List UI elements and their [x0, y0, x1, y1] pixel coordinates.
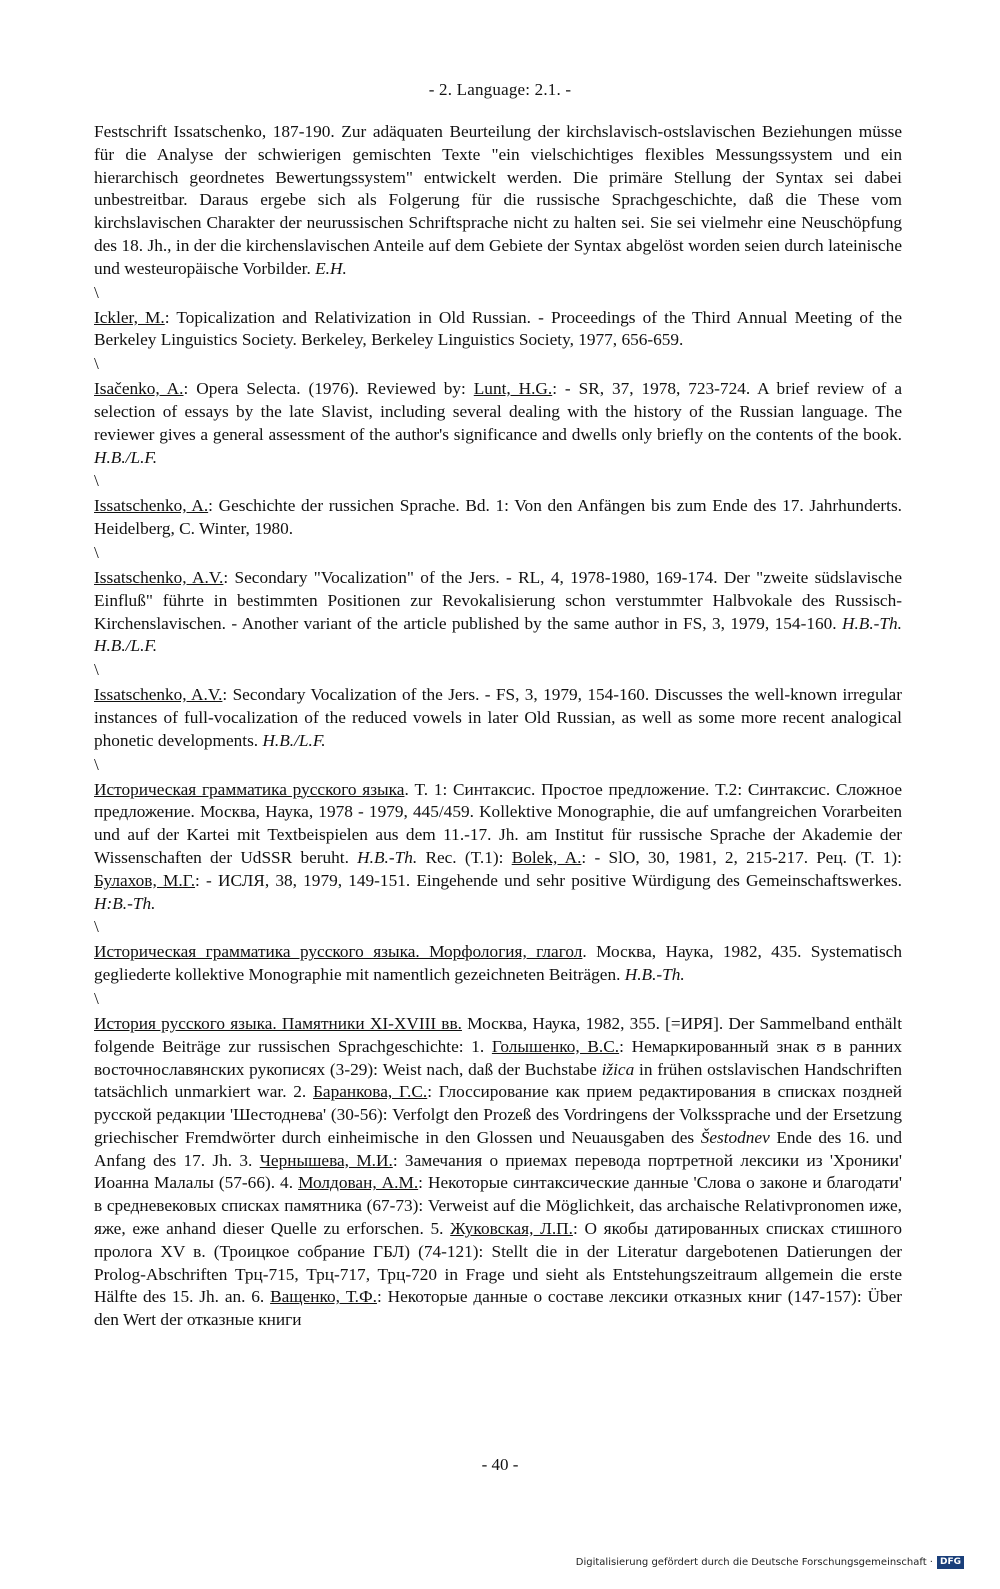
italic-text: ižica [601, 1059, 635, 1079]
author-name: Ickler, M. [94, 307, 165, 327]
author-name: Баранкова, Г.С. [313, 1082, 428, 1102]
entry-text: : Geschichte der russichen Sprache. Bd. 1: Von den Anfängen bis zum Ende des 17. Jahrhunderts. Heidelberg, C. Winter, 1980. [94, 496, 902, 539]
page-header: - 2. Language: 2.1. - [428, 80, 572, 99]
entry-separator: \ [94, 917, 99, 937]
entry-text: : Opera Selecta. (1976). Reviewed by: [183, 379, 474, 399]
author-name: Историческая грамматика русского языка. Морфология, глагол [94, 942, 583, 962]
author-name: Ващенко, Т.Ф. [270, 1287, 377, 1307]
author-name: Issatschenko, A. [94, 496, 209, 516]
bibliography-entry [94, 1013, 902, 1332]
dfg-logo: DFG [937, 1556, 964, 1569]
digitization-text: Digitalisierung gefördert durch die Deutsche Forschungsgemeinschaft · [575, 1557, 933, 1568]
entry-text: : - ИСЛЯ, 38, 1979, 149-151. Eingehende und sehr positive Würdigung des Gemeinschaftswerkes. [195, 870, 902, 890]
entry-text: : Некоторые данные о составе лексики отказных книг (147-157): Über den Wert der отказные книги [94, 1287, 903, 1330]
entry-text: : Замечания о приемах перевода портретной лексики из 'Хроники' Иоанна Малалы (57-66). 4. [94, 1150, 903, 1193]
entry-text: : Topicalization and Relativization in Old Russian. - Proceedings of the Third Annual Meeting of the Berkeley Linguistics Society. Berkeley, Berkeley Linguistics Society, 1977, 656-659. [94, 307, 902, 350]
italic-text: H.B./L.F. [262, 730, 326, 750]
italic-text: H.B.-Th. [841, 613, 902, 633]
bibliography-list [94, 121, 902, 1332]
page-number: - 40 - [481, 1455, 519, 1474]
author-name: История русского языка. Памятники XI-XVIII вв. [94, 1013, 462, 1033]
entry-text: : - SR, 37, 1978, 723-724. A brief review of a selection of essays by the late Slavist, including several dealing with the history of the Russian language. The reviewer gives a general assessment of the author's significance and dwells only briefly on the contents of the book. [94, 379, 902, 444]
entry-text: Москва, Наука, 1982, 355. [=ИРЯ]. Der Sammelband enthält folgende Beiträge zur russischen Sprachgeschichte: 1. [94, 1013, 903, 1056]
entry-separator: \ [94, 354, 99, 374]
author-name: Issatschenko, A.V. [94, 685, 223, 705]
entry-text: Rec. (T.1): [417, 847, 512, 867]
author-name: Голышенко, В.С. [491, 1036, 620, 1056]
author-name: Lunt, H.G. [473, 379, 553, 399]
entry-separator: \ [94, 282, 99, 302]
italic-text: H.B./L.F. [94, 447, 158, 467]
entry-text: : Некоторые синтаксические данные 'Слова о законе и благодати' в средневековых списках памятника (67-73): Verweist auf die Möglichkeit, das archaische Relativpronomen иже, яже, еже anhand dieser Quelle zu erforschen. 5. [94, 1173, 903, 1239]
bibliography-entry [94, 495, 902, 541]
italic-text: H:B.-Th. [94, 893, 156, 913]
italic-text: Šestodnev [700, 1127, 770, 1147]
author-name: Историческая грамматика русского языка [94, 779, 405, 799]
italic-text: H.B.-Th. [624, 965, 685, 985]
author-name: Чернышева, М.И. [259, 1150, 393, 1170]
entry-text: . T. 1: Синтаксис. Простое предложение. T.2: Синтаксис. Сложное предложение. Москва, Наука, 1978 - 1979, 445/459. Kollektive Monographie, die auf umfangreichen Vorarbeiten und auf der Kartei mit Textbeispielen aus dem 11.-17. Jh. am Institut für russische Sprache der Akademie der Wissenschaften der UdSSR beruht. [94, 779, 902, 867]
bibliography-entry [94, 121, 902, 281]
author-name: Bolek, A. [511, 847, 582, 867]
author-name: Issatschenko, A.V. [94, 567, 224, 587]
italic-text: E.H. [315, 258, 347, 278]
author-name: Булахов, М.Г. [94, 870, 196, 890]
author-name: Isačenko, A. [94, 379, 184, 399]
entry-text: . Москва, Наука, 1982, 435. Systematisch gegliederte kollektive Monographie mit namentlich gezeichneten Beiträgen. [94, 942, 902, 985]
entry-text: Festschrift Issatschenko, 187-190. Zur adäquaten Beurteilung der kirchslavisch-ostslavischen Beziehungen müsse für die Analyse der schwierigen gemischten Texte "ein vielschichtiges flexibles Messungssystem und ein hierarchisch geordnetes Bewertungssystem" entwickelt werden. Die primäre Stellung der Syntax sei dabei unbestreitbar. Daraus ergebe sich als Folgerung für die russische Sprachgeschichte, daß die These vom kirchslavischen Charakter der neurussischen Schriftsprache nicht zu halten sei. Sie sei vielmehr eine Neuschöpfung des 18. Jh., in der die kirchenslavischen Anteile auf dem Gebiete der Syntax abgelöst worden seien durch lateinische und westeuropäische Vorbilder. [94, 122, 902, 278]
italic-text: H.B.-Th. [357, 847, 418, 867]
entry-text: in frühen ostslavischen Handschriften tatsächlich unmarkiert war. 2. [94, 1059, 902, 1102]
entry-text: : Secondary Vocalization of the Jers. - FS, 3, 1979, 154-160. Discusses the well-known irregular instances of full-vocalization of the reduced vowels in later Old Russian, as well as some more recent analogical phonetic developments. [94, 685, 902, 750]
entry-text: : О якобы датированных списках стишного пролога XV в. (Троицкое собрание ГБЛ) (74-121): Stellt die in der Literatur dargebotenen Datierungen der Prolog-Abschriften Трц-715, Трц-717, Трц-720 in Frage und sieht als Entstehungszeitraum allgemein die erste Hälfte des 15. Jh. an. 6. [94, 1219, 902, 1307]
entry-text: : Немаркированный знак ʊ в ранних восточнославянских рукописях (3-29): Weist nach, daß der Buchstabe [94, 1036, 903, 1079]
author-name: Молдован, А.М. [298, 1173, 419, 1193]
bibliography-entry [94, 684, 902, 752]
bibliography-entry [94, 378, 902, 469]
entry-separator: \ [94, 542, 99, 562]
entry-separator: \ [94, 988, 99, 1008]
bibliography-entry [94, 779, 902, 916]
entry-separator: \ [94, 660, 99, 680]
entry-text: : Secondary "Vocalization" of the Jers. - RL, 4, 1978-1980, 169-174. Der "zweite südslavische Einfluß" führte in bestimmten Positionen zur Revokalisierung schon verstummter Halbvokale des Russisch-Kirchenslavischen. - Another variant of the article published by the same author in FS, 3, 1979, 154-160. [94, 567, 902, 633]
digitization-notice [576, 1556, 964, 1569]
author-name: Жуковская, Л.П. [450, 1219, 573, 1239]
entry-text: Ende des 16. und Anfang des 17. Jh. 3. [94, 1127, 902, 1170]
entry-text: : Глоссирование как прием редактирования в списках поздней русской редакции 'Шестоднева' (30-56): Verfolgt den Prozeß des Vordringens der Volkssprache und der Ersetzung griechischer Fremdwörter durch einheimische in den Glossen und Neuausgaben des [94, 1082, 902, 1147]
bibliography-entry [94, 941, 902, 987]
entry-separator: \ [94, 754, 99, 774]
italic-text: H.B./L.F. [94, 636, 158, 656]
bibliography-entry [94, 307, 902, 353]
entry-separator: \ [94, 471, 99, 491]
bibliography-entry [94, 567, 902, 658]
entry-text: : - SlO, 30, 1981, 2, 215-217. Рец. (T. 1): [581, 847, 902, 867]
